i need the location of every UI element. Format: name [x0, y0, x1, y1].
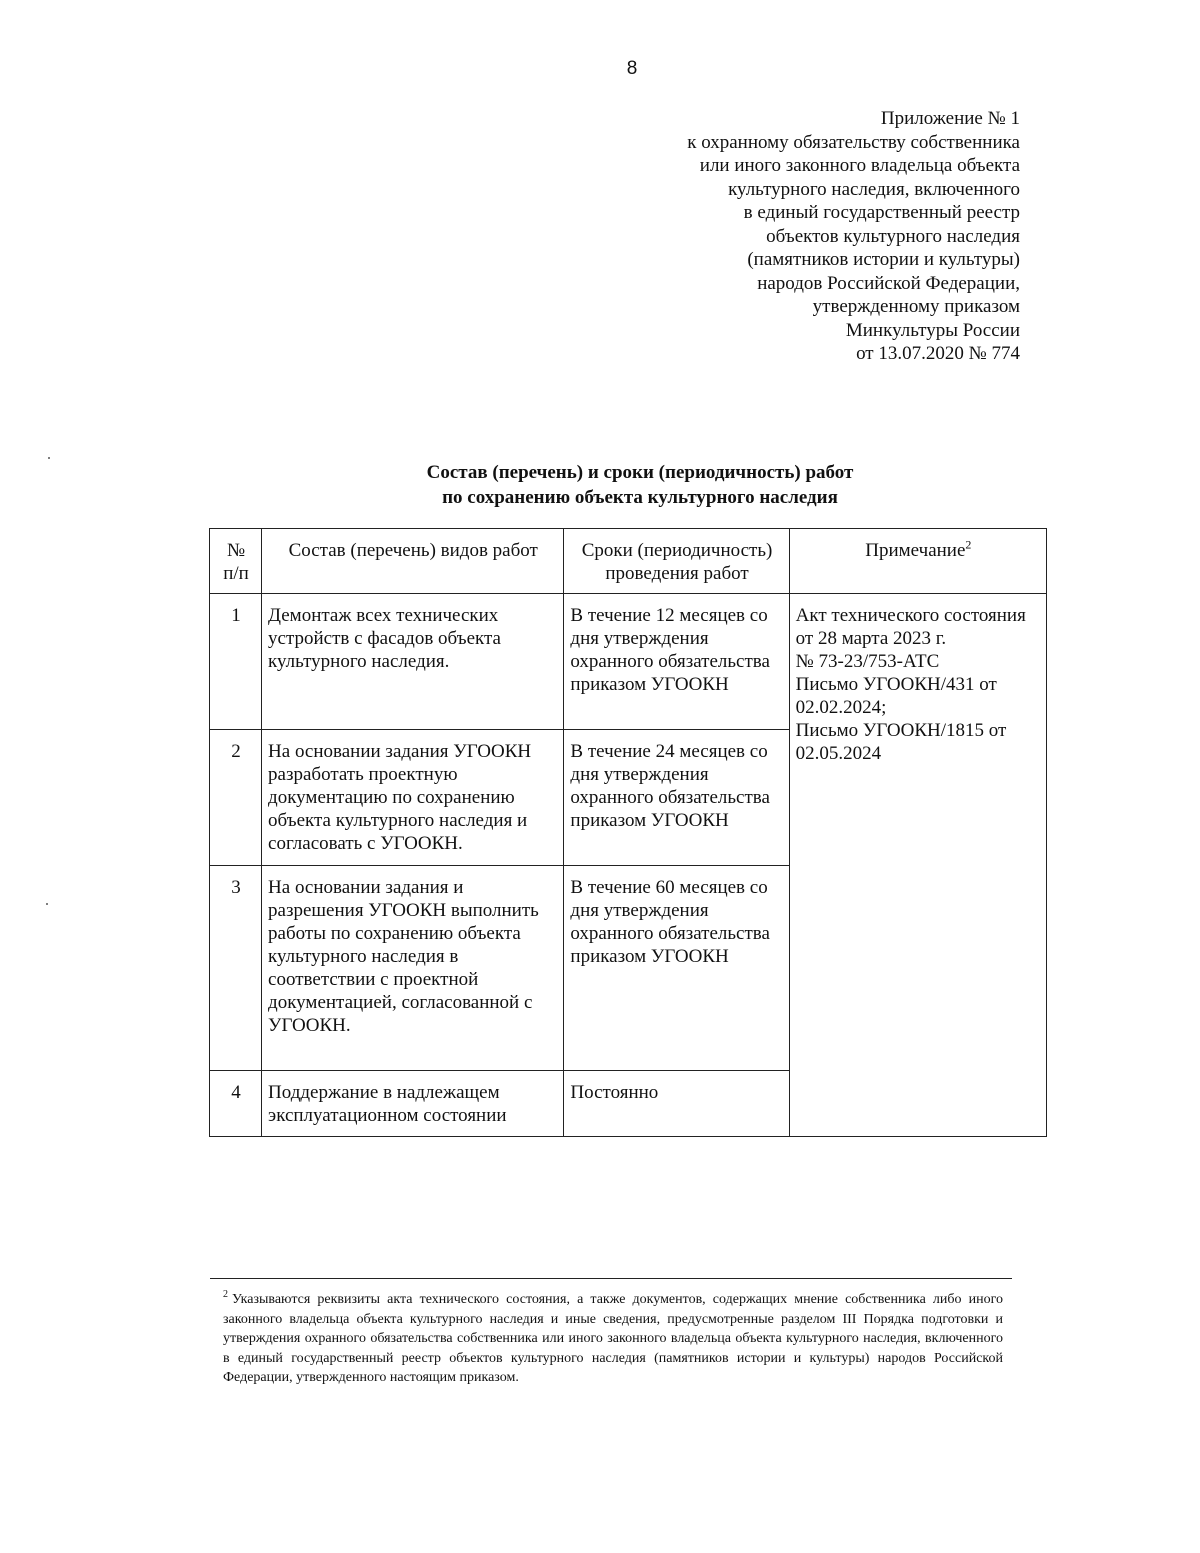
row-number: 3	[210, 866, 262, 1071]
appendix-line: в единый государственный реестр	[743, 202, 1020, 223]
appendix-line: или иного законного владельца объекта	[699, 155, 1020, 176]
appendix-line: народов Российской Федерации,	[757, 272, 1020, 294]
appendix-line: утвержденному приказом	[812, 296, 1020, 317]
table-header-row	[210, 529, 1047, 594]
note-line: № 73-23/753-АТС	[795, 651, 940, 672]
header-number-line-1: №	[226, 540, 246, 561]
header-term	[564, 529, 789, 594]
header-work-label: Состав (перечень) видов работ	[288, 540, 538, 561]
row-term: В течение 60 месяцев со дня утверждения охранного обязательства приказом УГООКН	[564, 866, 789, 1071]
row-work: На основании задания УГООКН разработать проектную документацию по сохранению объекта культурного наследия и согласовать с УГООКН.	[262, 730, 564, 866]
footnote-reference: 2	[965, 537, 972, 552]
row-work: Демонтаж всех технических устройств с фасадов объекта культурного наследия.	[262, 594, 564, 730]
row-term: Постоянно	[564, 1071, 789, 1137]
scan-speck	[46, 903, 48, 905]
header-work	[262, 529, 564, 594]
note-line: 02.05.2024	[795, 743, 882, 764]
header-note	[789, 529, 1046, 594]
appendix-line: культурного наследия, включенного	[728, 178, 1020, 200]
row-number: 4	[210, 1071, 262, 1137]
footnote-mark: 2	[223, 1289, 228, 1301]
row-number: 2	[210, 730, 262, 866]
appendix-heading	[687, 107, 1020, 366]
title-line-2: по сохранению объекта культурного наследия	[442, 487, 838, 508]
header-term-line-1: Сроки (периодичность)	[581, 540, 773, 561]
note-line: 02.02.2024;	[795, 697, 887, 718]
note-line: Акт технического состояния	[795, 605, 1026, 626]
table-row	[210, 594, 1047, 730]
footnote-text: Указываются реквизиты акта технического состояния, а также документов, содержащих мнение собственника либо иного законного владельца объекта культурного наследия и иные сведения, предусмотренные разделом III Порядка подготовки и утверждения охранного обязательства собственника или иного законного владельца объекта культурного наследия, включенного в единый государственный реестр объектов культурного наследия (памятников истории и культуры) народов Российской Федерации, утвержденного настоящим приказом.	[223, 1292, 1003, 1385]
row-number: 1	[210, 594, 262, 730]
appendix-line: Приложение № 1	[880, 108, 1020, 129]
note-line: Письмо УГООКН/431 от	[795, 674, 997, 695]
header-note-label: Примечание	[865, 540, 966, 561]
appendix-line: Минкультуры России	[845, 319, 1020, 341]
note-line: от 28 марта 2023 г.	[795, 628, 947, 649]
footnote	[223, 1290, 1003, 1388]
header-number-line-2: п/п	[223, 563, 249, 584]
page-number: 8	[626, 58, 638, 79]
appendix-line: от 13.07.2020 № 774	[856, 343, 1020, 364]
works-table	[209, 528, 1047, 1137]
header-number	[210, 529, 262, 594]
appendix-line: (памятников истории и культуры)	[747, 249, 1020, 270]
header-term-line-2: проведения работ	[605, 563, 749, 584]
document-title	[290, 460, 990, 510]
footnote-divider	[210, 1278, 1012, 1279]
scan-speck	[48, 457, 50, 459]
row-term: В течение 12 месяцев со дня утверждения охранного обязательства приказом УГООКН	[564, 594, 789, 730]
appendix-line: к охранному обязательству собственника	[687, 131, 1020, 153]
title-line-1: Состав (перечень) и сроки (периодичность) работ	[426, 462, 854, 483]
row-work: На основании задания и разрешения УГООКН выполнить работы по сохранению объекта культурного наследия в соответствии с проектной документацией, согласованной с УГООКН.	[262, 866, 564, 1071]
row-term: В течение 24 месяцев со дня утверждения охранного обязательства приказом УГООКН	[564, 730, 789, 866]
row-note	[789, 594, 1046, 1137]
note-line: Письмо УГООКН/1815 от	[795, 720, 1007, 741]
row-work: Поддержание в надлежащем эксплуатационном состоянии	[262, 1071, 564, 1137]
appendix-line: объектов культурного наследия	[766, 225, 1020, 247]
